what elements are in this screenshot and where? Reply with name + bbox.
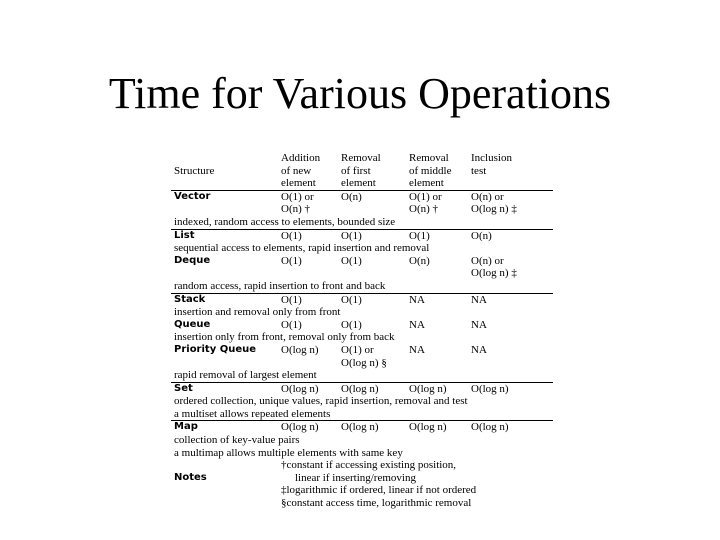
deque-remove-middle: O(n) [409, 254, 430, 267]
note-2: linear if inserting/removing [295, 471, 416, 484]
header-structure: Structure [174, 164, 215, 177]
vector-remove-middle-2: O(n) † [409, 203, 439, 216]
header-remove-first-1: Removal [341, 152, 381, 164]
header-remove-middle-2: of middle [409, 164, 452, 177]
deque-desc: random access, rapid insertion to front and back [174, 279, 386, 292]
vector-add-2: O(n) † [281, 203, 311, 216]
note-1: †constant if accessing existing position, [281, 459, 457, 472]
notes-row-2 [171, 472, 553, 485]
set-inclusion: O(log n) [471, 382, 509, 395]
table-row [171, 190, 553, 204]
vector-inclusion-2: O(log n) ‡ [471, 203, 517, 216]
list-name: List [174, 229, 195, 241]
header-remove-middle-3: element [409, 177, 444, 190]
deque-add: O(1) [281, 254, 302, 267]
map-desc-2: a multimap allows multiple elements with same key [174, 446, 403, 459]
operations-table [171, 152, 553, 510]
priority-queue-add: O(log n) [281, 343, 319, 356]
deque-remove-first: O(1) [341, 254, 362, 267]
table-row [171, 420, 553, 434]
deque-inclusion: O(n) or [471, 254, 504, 267]
table-row [171, 434, 553, 447]
header-row-3 [171, 177, 553, 190]
table-row [171, 344, 553, 357]
header-add-3: element [281, 177, 316, 190]
set-name: Set [174, 382, 193, 394]
header-add-2: of new [281, 164, 312, 177]
set-desc-2: a multiset allows repeated elements [174, 407, 331, 420]
table-row [171, 357, 553, 370]
header-row-2 [171, 165, 553, 178]
header-row-1 [171, 152, 553, 165]
queue-remove-first: O(1) [341, 318, 362, 331]
map-desc: collection of key-value pairs [174, 434, 300, 447]
table-row [171, 319, 553, 332]
table-row [171, 382, 553, 396]
stack-add: O(1) [281, 293, 302, 306]
table-row [171, 216, 553, 229]
map-name: Map [174, 421, 198, 433]
queue-desc: insertion only from front, removal only from back [174, 331, 395, 344]
table-row [171, 306, 553, 319]
set-add: O(log n) [281, 382, 319, 395]
header-remove-middle-1: Removal [409, 152, 449, 164]
queue-inclusion: NA [471, 318, 487, 331]
map-remove-middle: O(log n) [409, 421, 447, 434]
priority-queue-inclusion: NA [471, 343, 487, 356]
table-row [171, 280, 553, 293]
notes-row-3 [171, 484, 553, 497]
map-add: O(log n) [281, 421, 319, 434]
table-row [171, 408, 553, 421]
stack-remove-first: O(1) [341, 293, 362, 306]
stack-remove-middle: NA [409, 293, 425, 306]
priority-queue-desc: rapid removal of largest element [174, 369, 317, 382]
queue-add: O(1) [281, 318, 302, 331]
header-remove-first-2: of first [341, 164, 371, 177]
priority-queue-name: Priority Queue [174, 343, 257, 355]
table-row [171, 255, 553, 268]
deque-name: Deque [174, 254, 211, 266]
header-remove-first-3: element [341, 177, 376, 190]
list-desc: sequential access to elements, rapid insertion and removal [174, 242, 430, 255]
vector-add: O(1) or [281, 190, 314, 203]
notes-label: Notes [174, 471, 207, 483]
set-desc: ordered collection, unique values, rapid insertion, removal and test [174, 395, 468, 408]
header-add-1: Addition [281, 152, 321, 164]
table-row [171, 395, 553, 408]
priority-queue-remove-first-2: O(log n) § [341, 356, 387, 369]
table-row [171, 229, 553, 243]
set-remove-first: O(log n) [341, 382, 379, 395]
priority-queue-remove-first: O(1) or [341, 343, 374, 356]
vector-desc: indexed, random access to elements, bounded size [174, 215, 396, 228]
priority-queue-remove-middle: NA [409, 343, 425, 356]
list-inclusion: O(n) [471, 229, 492, 242]
vector-inclusion: O(n) or [471, 190, 504, 203]
notes-row-1 [171, 459, 553, 472]
header-inclusion-1: Inclusion [471, 152, 512, 164]
table-row [171, 242, 553, 255]
table-row [171, 203, 553, 216]
queue-name: Queue [174, 318, 211, 330]
list-add: O(1) [281, 229, 302, 242]
queue-remove-middle: NA [409, 318, 425, 331]
table-row [171, 293, 553, 307]
list-remove-first: O(1) [341, 229, 362, 242]
deque-inclusion-2: O(log n) ‡ [471, 267, 517, 280]
notes-row-4 [171, 497, 553, 510]
table-row [171, 267, 553, 280]
note-3: ‡logarithmic if ordered, linear if not ordered [281, 484, 477, 497]
map-remove-first: O(log n) [341, 421, 379, 434]
vector-name: Vector [174, 190, 211, 202]
vector-remove-first: O(n) [341, 190, 362, 203]
header-inclusion-2: test [471, 164, 487, 177]
table-row [171, 447, 553, 460]
map-inclusion: O(log n) [471, 421, 509, 434]
slide-title: Time for Various Operations [108, 69, 612, 118]
set-remove-middle: O(log n) [409, 382, 447, 395]
stack-inclusion: NA [471, 293, 487, 306]
note-4: §constant access time, logarithmic removal [281, 497, 472, 510]
stack-name: Stack [174, 293, 206, 305]
table-row [171, 369, 553, 382]
vector-remove-middle: O(1) or [409, 190, 442, 203]
table-row [171, 331, 553, 344]
stack-desc: insertion and removal only from front [174, 306, 341, 319]
list-remove-middle: O(1) [409, 229, 430, 242]
